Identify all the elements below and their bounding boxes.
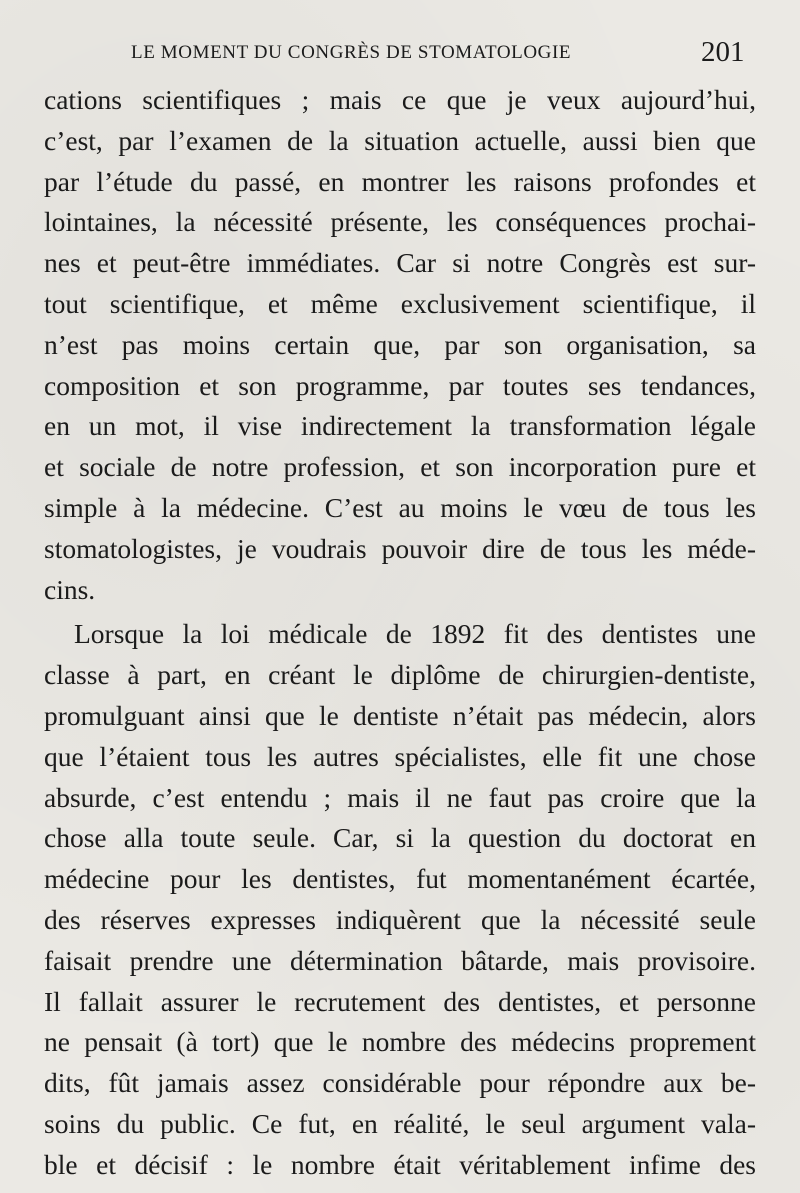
text-line: par l’étude du passé, en montrer les raisons profondes et [44,165,756,197]
text-line: en un mot, il vise indirectement la transformation légale [44,410,756,442]
text-line: cations scientifiques ; mais ce que je veux aujourd’hui, [44,84,756,115]
text-line: cins. [44,573,96,605]
running-title: LE MOMENT DU CONGRÈS DE STOMATOLOGIE [131,42,572,63]
text-line: chose alla toute seule. Car, si la question du doctorat en [44,822,756,854]
paragraph-2 [44,614,756,1185]
body-text [44,80,756,1186]
text-line: et sociale de notre profession, et son incorporation pure et [44,451,756,483]
running-header [0,38,800,68]
text-line: nes et peut-être immédiates. Car si notre Congrès est sur- [44,247,756,279]
text-line: Il fallait assurer le recrutement des dentistes, et personne [44,985,756,1017]
text-line: promulguant ainsi que le dentiste n’était pas médecin, alors [44,699,756,731]
text-line: ble et décisif : le nombre était véritablement infime des [44,1148,756,1180]
text-line: simple à la médecine. C’est au moins le vœu de tous les [44,491,756,523]
text-line: dits, fût jamais assez considérable pour répondre aux be- [44,1067,756,1099]
page-number: 201 [701,36,745,68]
text-line: composition et son programme, par toutes ses tendances, [44,369,756,401]
text-line: des réserves expresses indiquèrent que la nécessité seule [44,903,756,935]
text-line: médecine pour les dentistes, fut momentanément écartée, [44,863,756,895]
text-line: absurde, c’est entendu ; mais il ne faut pas croire que la [44,781,756,813]
text-line: soins du public. Ce fut, en réalité, le seul argument vala- [44,1107,756,1139]
text-line: tout scientifique, et même exclusivement scientifique, il [44,287,756,319]
paragraph-1 [44,80,756,610]
text-line: Lorsque la loi médicale de 1892 fit des dentistes une [74,618,756,650]
text-line: classe à part, en créant le diplôme de chirurgien-dentiste, [44,659,756,691]
text-line: ne pensait (à tort) que le nombre des médecins proprement [44,1026,756,1058]
text-line: faisait prendre une détermination bâtarde, mais provisoire. [44,944,756,976]
text-line: n’est pas moins certain que, par son organisation, sa [44,328,756,360]
text-line: c’est, par l’examen de la situation actuelle, aussi bien que [44,124,756,156]
text-line: lointaines, la nécessité présente, les conséquences prochai- [44,206,756,238]
text-line: que l’étaient tous les autres spécialistes, elle fit une chose [44,740,756,772]
text-line: stomatologistes, je voudrais pouvoir dire de tous les méde- [44,532,756,564]
